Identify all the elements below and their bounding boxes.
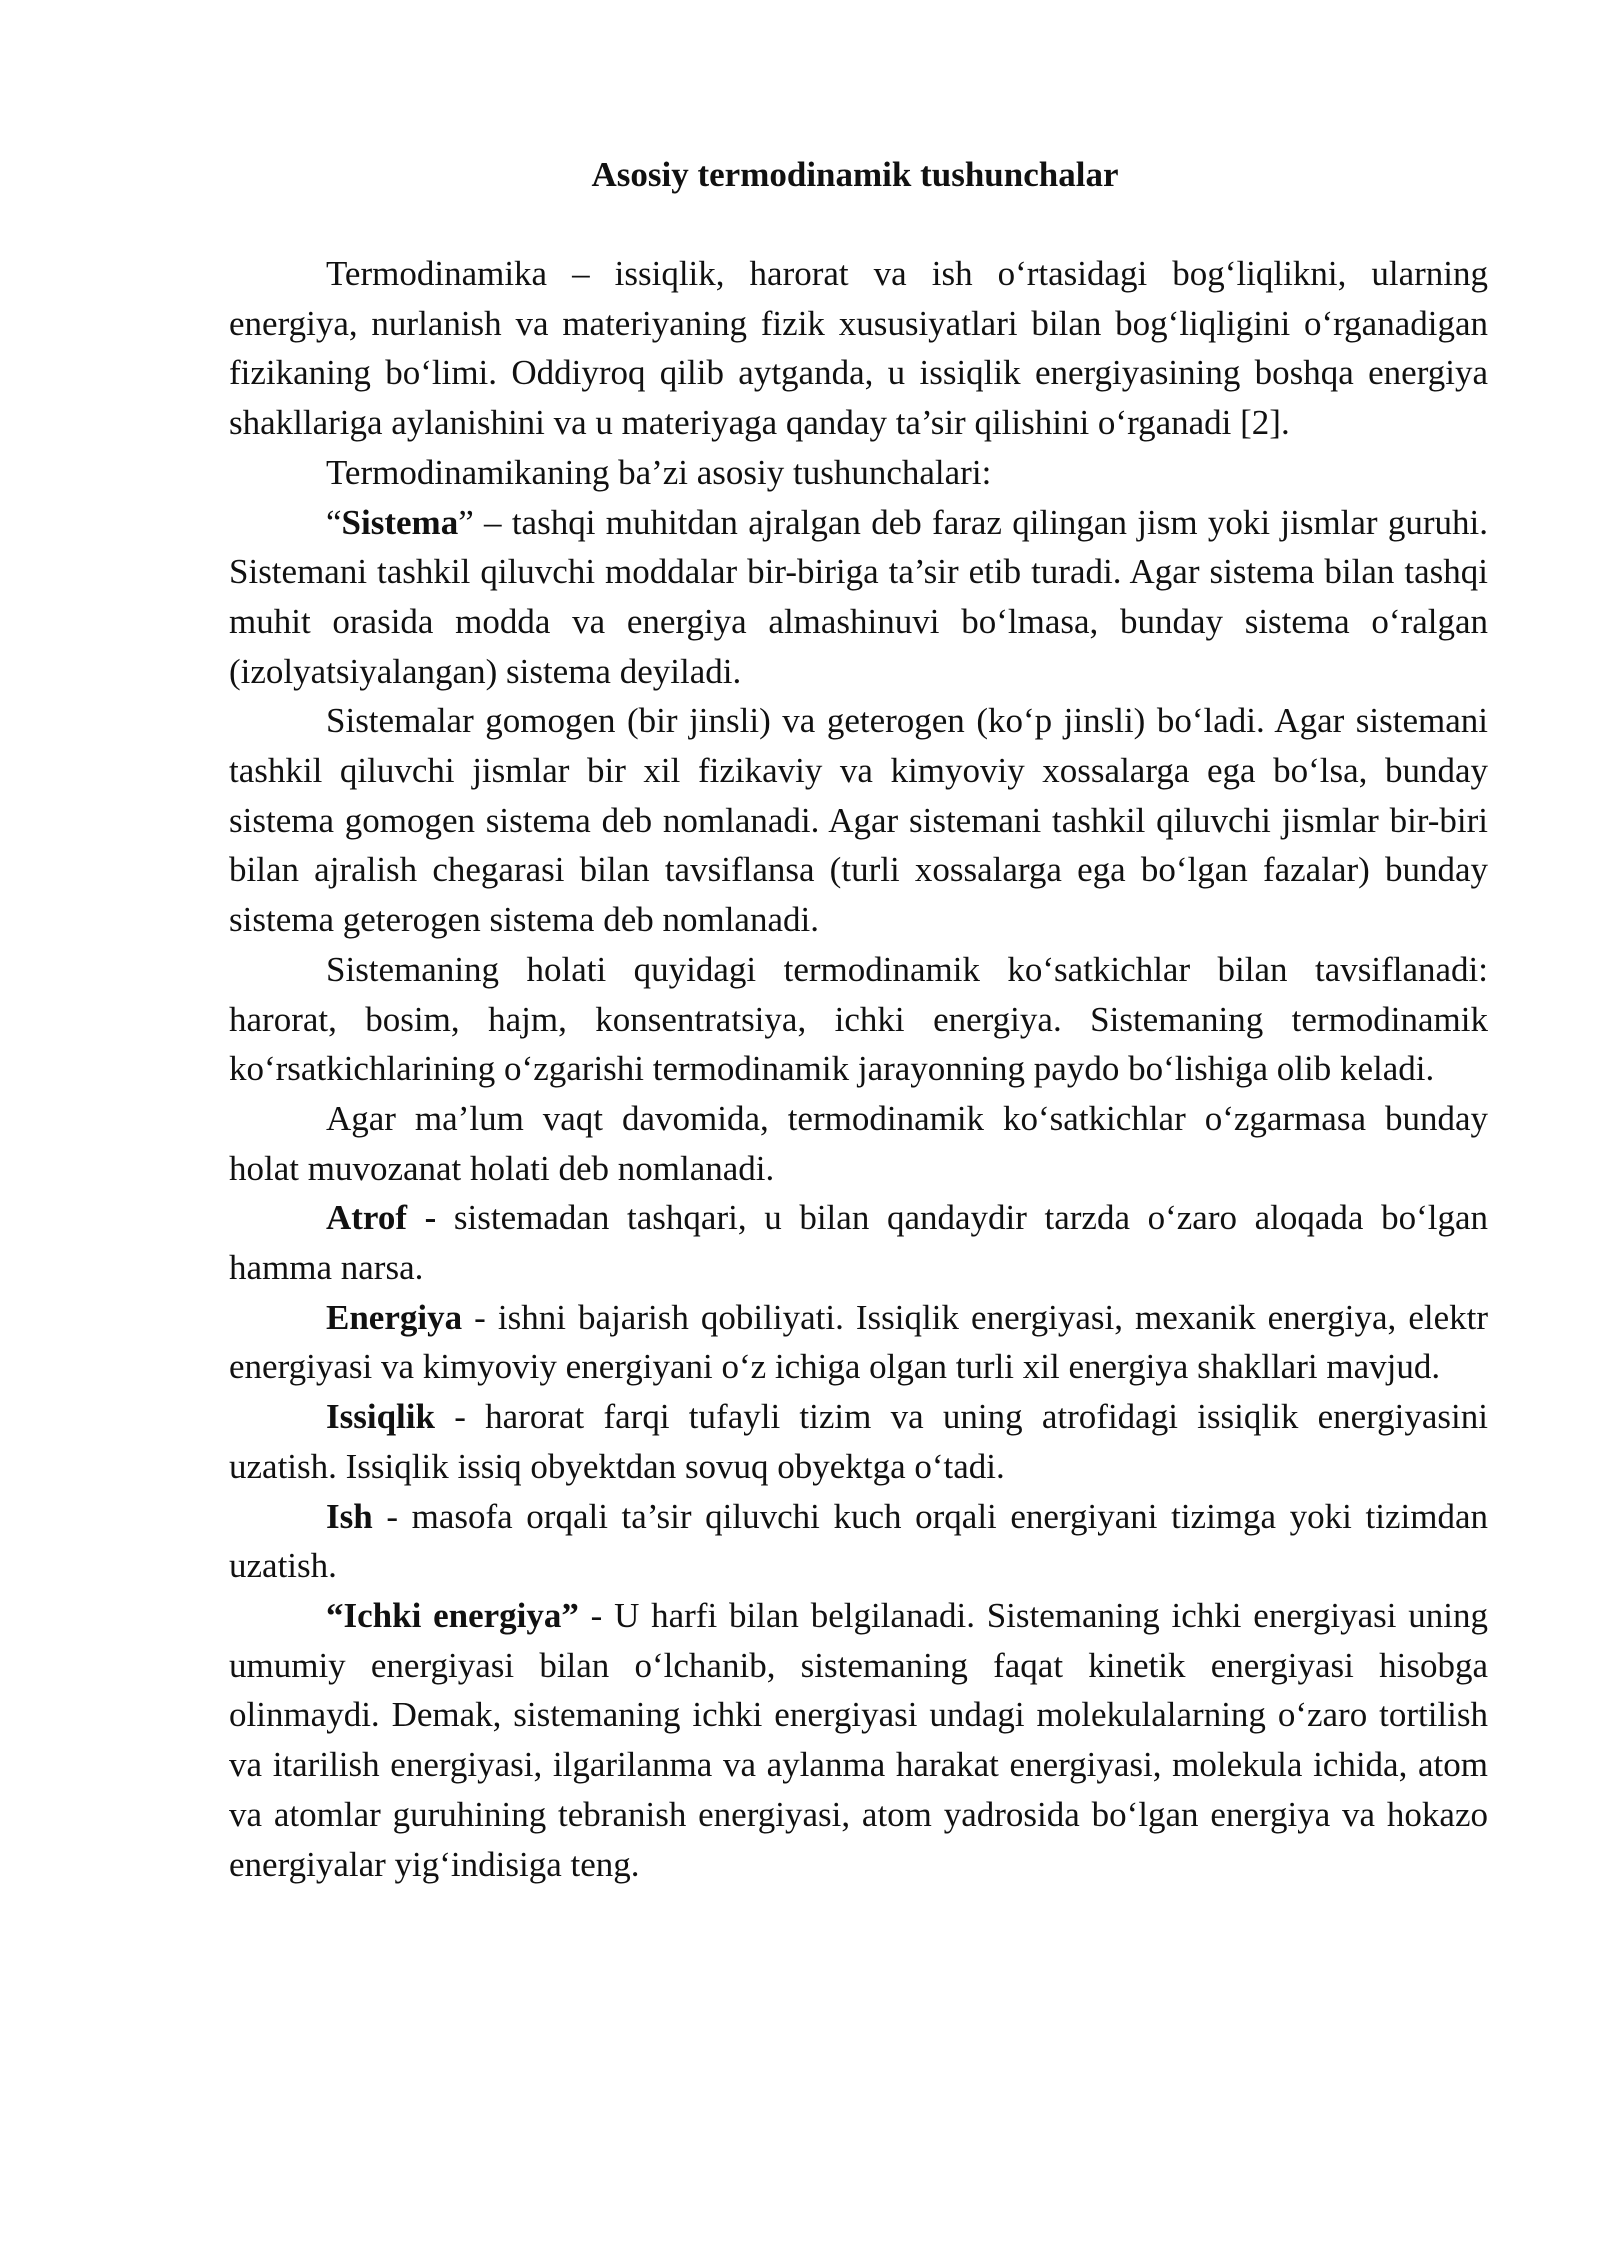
term-issiqlik: Issiqlik [326, 1397, 435, 1437]
paragraph-text: - ishni bajarish qobiliyati. Issiqlik energiyasi, mexanik energiya, elektr energiyasi va kimyoviy energiyani o‘z ichiga olgan turli xil energiya shakllari mavjud. [229, 1297, 1488, 1387]
paragraph-text: sistemadan tashqari, u bilan qandaydir tarzda o‘zaro aloqada bo‘lgan hamma narsa. [229, 1198, 1488, 1288]
paragraph-text: Termodinamika – issiqlik, harorat va ish o‘rtasidagi bog‘liqlikni, ularning energiya, nurlanish va materiyaning fizik xususiyatlari bilan bog‘liqligini o‘rganadigan fizikaning bo‘limi. Oddiyroq qilib aytganda, u issiqlik energiyasining boshqa energiya shakllariga aylanishini va u materiyaga qanday ta’sir qilishini o‘rganadi [2]. [229, 254, 1488, 443]
paragraph-text: - harorat farqi tufayli tizim va uning atrofidagi issiqlik energiyasini uzatish. Issiqlik issiq obyektdan sovuq obyektga o‘tadi. [229, 1397, 1488, 1486]
term-atrof: Atrof - [326, 1198, 437, 1238]
term-ichki-energiya: “Ichki energiya” [326, 1595, 579, 1635]
paragraph-text: Sistemalar gomogen (bir jinsli) va geterogen (ko‘p jinsli) bo‘ladi. Agar sistemani tashkil qiluvchi jismlar bir xil fizikaviy va kimyoviy xossalarga ega bo‘lsa, bunday sistema gomogen sistema deb nomlanadi. Agar sistemani tashkil qiluvchi jismlar bir-biri bilan ajralish chegarasi bilan tavsiflansa (turli xossalarga ega bo‘lgan fazalar) bunday sistema geterogen sistema deb nomlanadi. [229, 701, 1488, 940]
paragraph-concepts-intro [229, 448, 1488, 498]
term-sistema: Sistema [341, 502, 459, 542]
paragraph-atrof [229, 1193, 1488, 1292]
paragraph-issiqlik [229, 1392, 1488, 1491]
paragraph-intro [229, 249, 1488, 448]
document-body [229, 249, 1488, 1889]
paragraph-muvozanat [229, 1094, 1488, 1193]
paragraph-ichki-energiya [229, 1591, 1488, 1889]
paragraph-ish [229, 1492, 1488, 1591]
paragraph-text: ” – tashqi muhitdan ajralgan deb faraz qilingan jism yoki jismlar guruhi. Sistemani tashkil qiluvchi moddalar bir-biriga ta’sir etib turadi. Agar sistema bilan tashqi muhit orasida modda va energiya almashinuvi bo‘lmasa, bunday sistema o‘ralgan (izolyatsiyalangan) sistema deyiladi. [229, 502, 1488, 691]
open-quote: “ [326, 502, 342, 542]
paragraph-holati [229, 945, 1488, 1094]
paragraph-text: Sistemaning holati quyidagi termodinamik ko‘satkichlar bilan tavsiflanadi: harorat, bosim, hajm, konsentratsiya, ichki energiya. Sistemaning termodinamik ko‘rsatkichlarining o‘zgarishi termodinamik jarayonning paydo bo‘lishiga olib keladi. [229, 949, 1488, 1089]
paragraph-energiya [229, 1293, 1488, 1392]
paragraph-sistema [229, 498, 1488, 697]
paragraph-text: Termodinamikaning ba’zi asosiy tushunchalari: [326, 452, 992, 492]
term-energiya: Energiya [326, 1297, 463, 1337]
paragraph-text: Agar ma’lum vaqt davomida, termodinamik ko‘satkichlar o‘zgarmasa bunday holat muvozanat holati deb nomlanadi. [229, 1098, 1488, 1188]
paragraph-text: - U harfi bilan belgilanadi. Sistemaning ichki energiyasi uning umumiy energiyasi bilan o‘lchanib, sistemaning faqat kinetik energiyasi hisobga olinmaydi. Demak, sistemaning ichki energiyasi undagi molekulalarning o‘zaro tortilish va itarilish energiyasi, ilgarilanma va aylanma harakat energiyasi, molekula ichida, atom va atomlar guruhining tebranish energiyasi, atom yadrosida bo‘lgan energiya va hokazo energiyalar yig‘indisiga teng. [229, 1595, 1488, 1884]
term-ish: Ish [326, 1496, 373, 1536]
paragraph-text: - masofa orqali ta’sir qiluvchi kuch orqali energiyani tizimga yoki tizimdan uzatish. [229, 1496, 1488, 1586]
document-title: Asosiy termodinamik tushunchalar [591, 155, 1119, 194]
paragraph-sistemalar [229, 696, 1488, 945]
